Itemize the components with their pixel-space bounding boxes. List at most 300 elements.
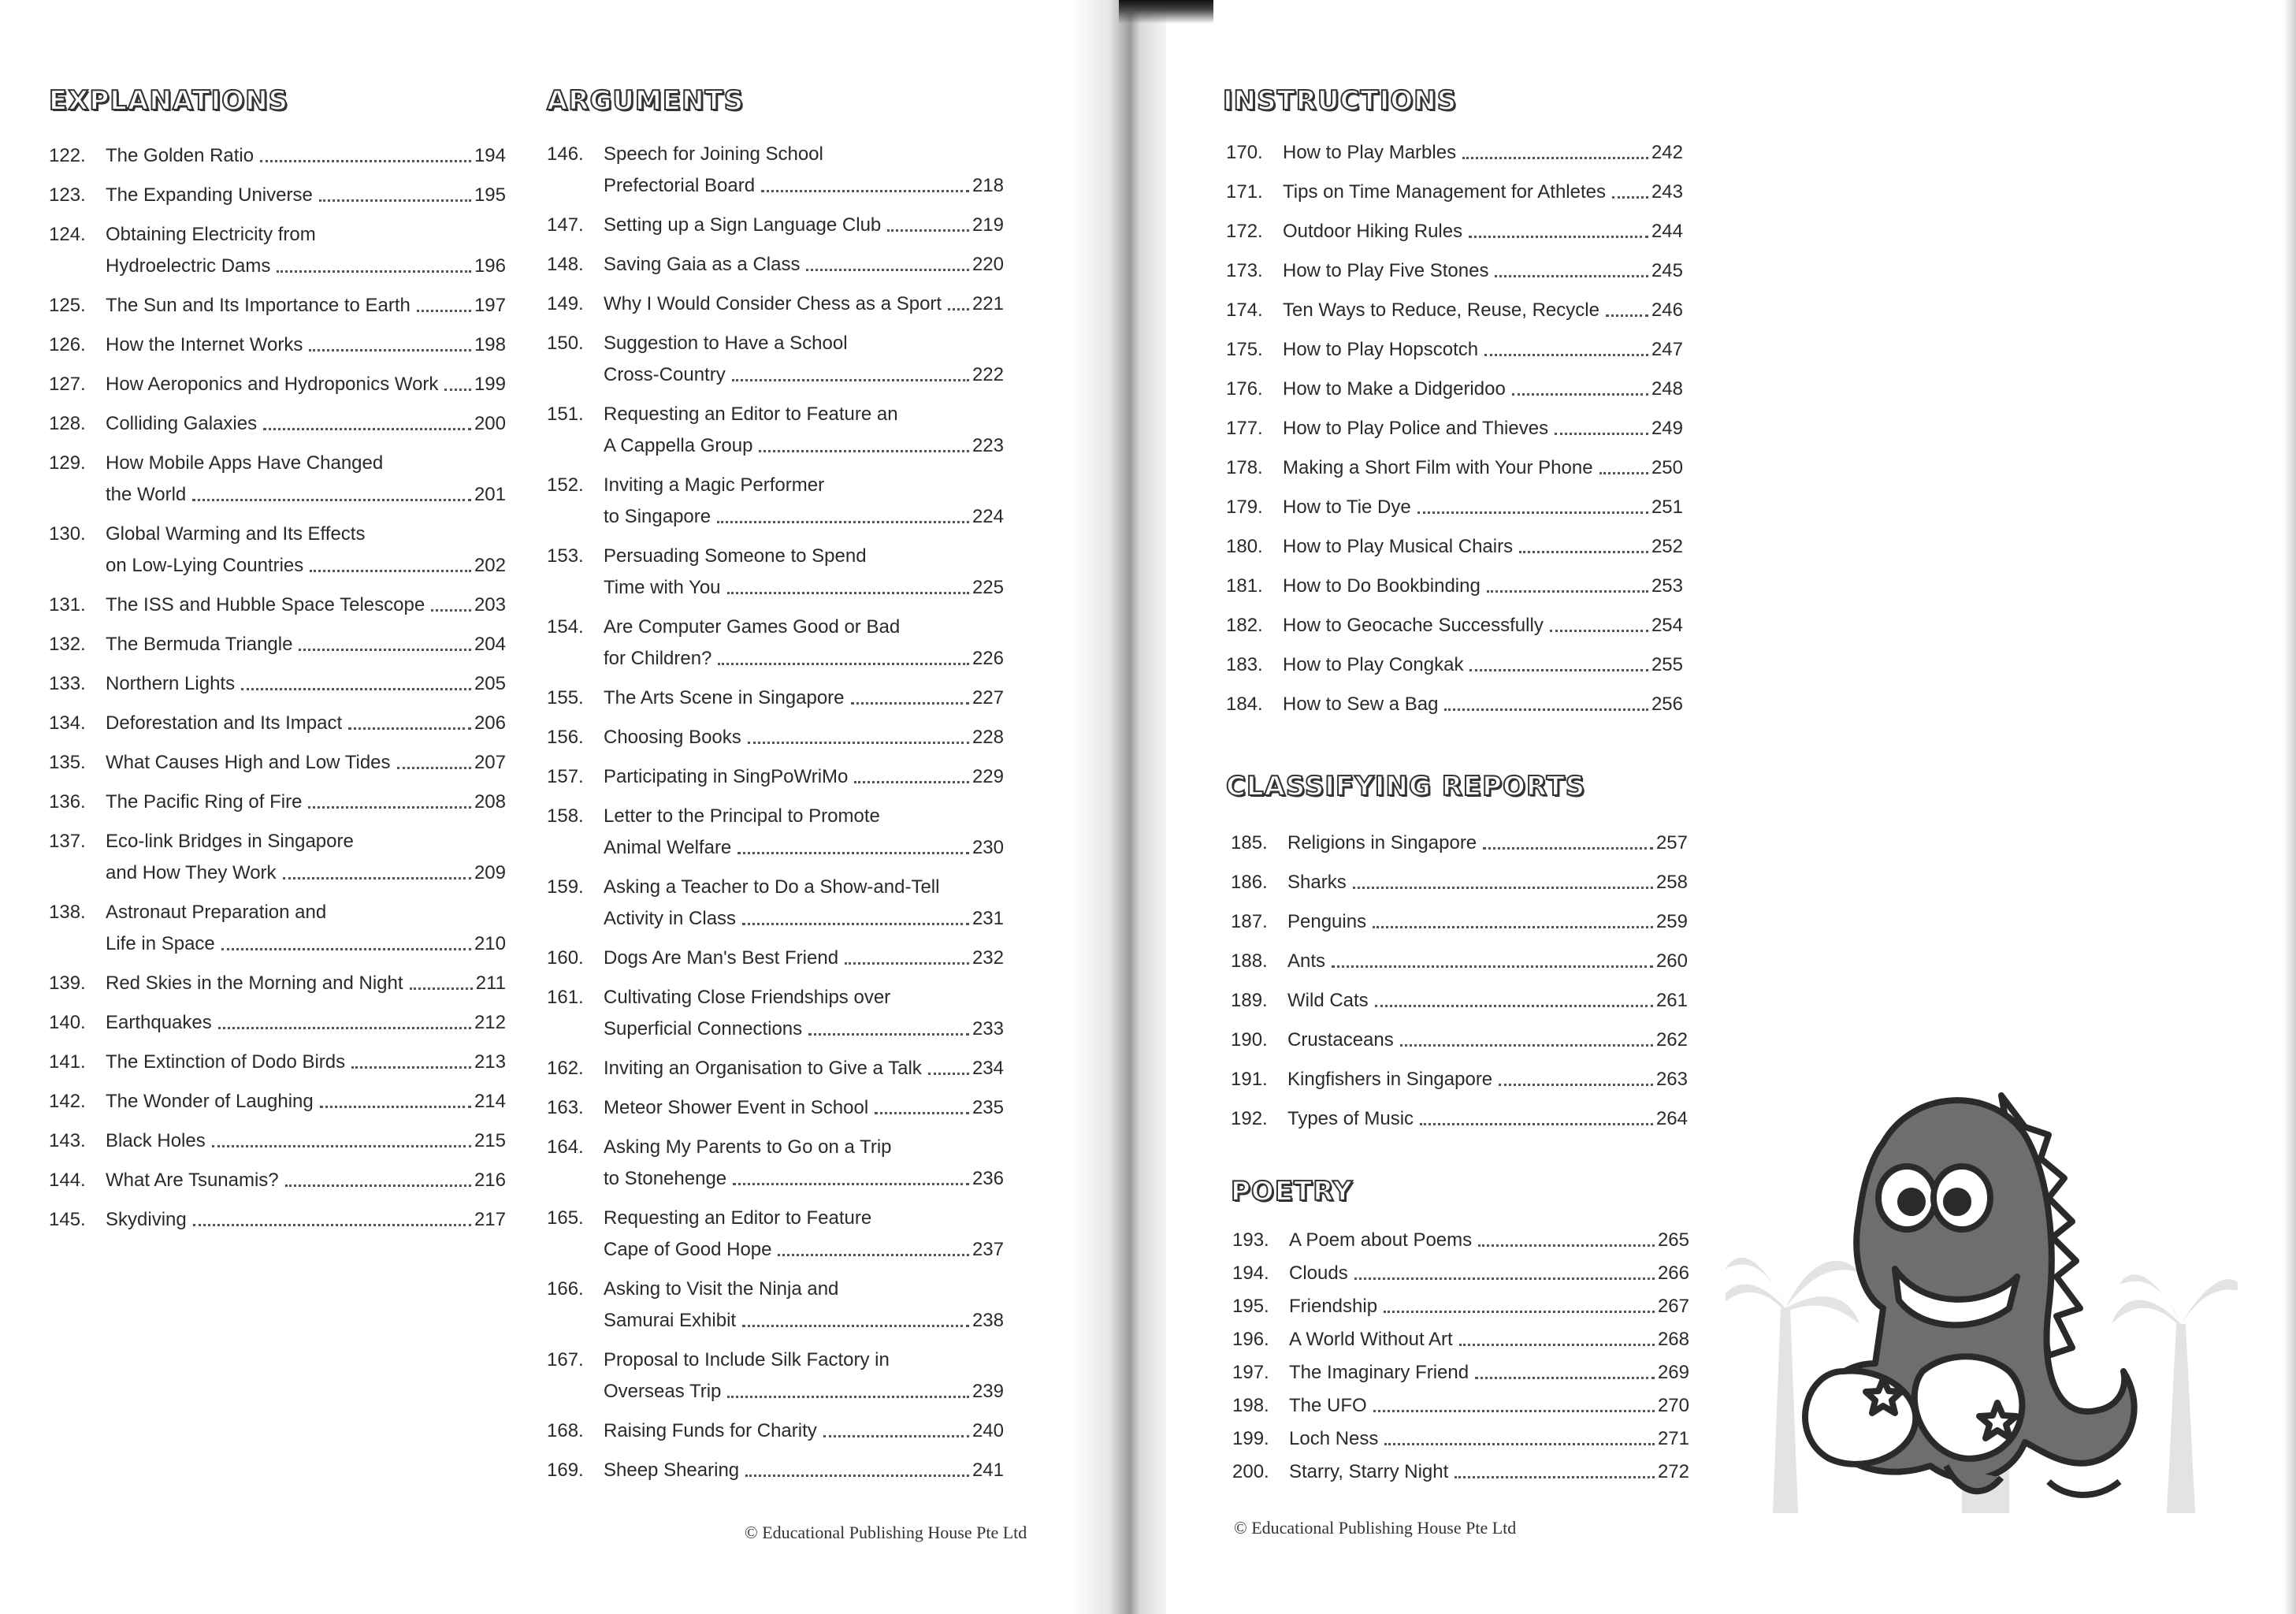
entry-title: Why I Would Consider Chess as a Sport [604,293,942,314]
entry-title: How to Play Hopscotch [1283,339,1479,360]
dot-leader [733,1163,969,1185]
entry-number: 159. [547,876,584,898]
entry-title: Samurai Exhibit [604,1310,737,1331]
dot-leader [444,369,471,391]
entry-number: 168. [547,1420,584,1441]
entry-number: 200. [1232,1461,1269,1482]
entry-number: 140. [49,1012,86,1033]
dot-leader [948,288,969,311]
entry-title: The Imaginary Friend [1289,1362,1469,1383]
entry-page-number: 223 [972,435,1004,456]
entry-page-number: 254 [1651,615,1683,636]
dot-leader [277,251,471,273]
entry-page-number: 238 [972,1310,1004,1331]
entry-page-number: 255 [1651,654,1683,675]
entry-number: 158. [547,805,584,827]
entry-title: The UFO [1289,1395,1367,1416]
entry-number: 125. [49,295,86,316]
entry-page-number: 237 [972,1239,1004,1260]
dot-leader [241,668,471,690]
entry-title: Outdoor Hiking Rules [1283,221,1463,242]
heading-explanations: EXPLANATIONS [49,85,289,117]
dot-leader [218,1007,471,1029]
entry-title: Friendship [1289,1296,1378,1317]
entry-number: 138. [49,902,86,923]
dot-leader [1400,1025,1653,1047]
entry-page-number: 222 [972,364,1004,385]
entry-number: 196. [1232,1329,1269,1350]
dot-leader [283,857,471,880]
entry-title: How Mobile Apps Have Changed [106,452,384,474]
entry-number: 146. [547,143,584,165]
entry-number: 190. [1231,1029,1268,1051]
entry-number: 167. [547,1349,584,1370]
entry-page-number: 249 [1651,418,1683,439]
entry-number: 124. [49,224,86,245]
dot-leader [1332,946,1653,968]
entry-title: Making a Short Film with Your Phone [1283,457,1593,478]
entry-number: 131. [49,594,86,615]
entry-page-number: 246 [1651,299,1683,321]
entry-title: Cultivating Close Friendships over [604,987,891,1008]
dot-leader [1384,1423,1655,1445]
dot-leader [299,629,470,651]
entry-title: A Poem about Poems [1289,1229,1473,1251]
entry-number: 157. [547,766,584,787]
entry-title: Hydroelectric Dams [106,255,271,277]
entry-title: Letter to the Principal to Promote [604,805,880,827]
entry-number: 133. [49,673,86,694]
dot-leader [221,928,471,950]
entry-number: 193. [1232,1229,1269,1251]
entry-page-number: 225 [972,577,1004,598]
entry-number: 181. [1226,575,1263,597]
entry-title: How to Play Police and Thieves [1283,418,1549,439]
entry-number: 129. [49,452,86,474]
dot-leader [1606,295,1648,317]
entry-title: What Are Tsunamis? [106,1170,279,1191]
dot-leader [1612,177,1648,199]
entry-title: Ten Ways to Reduce, Reuse, Recycle [1283,299,1599,321]
entry-title: Cape of Good Hope [604,1239,772,1260]
entry-title: A World Without Art [1289,1329,1453,1350]
entry-title: Saving Gaia as a Class [604,254,801,275]
entry-title: Cross-Country [604,364,726,385]
entry-number: 126. [49,334,86,355]
entry-page-number: 197 [474,295,506,316]
entry-title: How the Internet Works [106,334,303,355]
entry-page-number: 230 [972,837,1004,858]
entry-title: and How They Work [106,862,277,883]
dot-leader [309,329,471,351]
entry-page-number: 231 [972,908,1004,929]
entry-title: Types of Music [1287,1108,1414,1129]
dot-leader [310,550,471,572]
entry-title: Penguins [1287,911,1367,932]
entry-title: Global Warming and Its Effects [106,523,366,545]
entry-title: The ISS and Hubble Space Telescope [106,594,425,615]
dot-leader [1353,867,1653,889]
entry-number: 154. [547,616,584,638]
dot-leader [808,1013,969,1036]
entry-number: 199. [1232,1428,1269,1449]
entry-number: 160. [547,947,584,969]
entry-number: 139. [49,972,86,994]
dot-leader [1475,1357,1655,1379]
entry-page-number: 242 [1651,142,1683,163]
entry-page-number: 195 [474,184,506,206]
dot-leader [1417,492,1648,514]
entry-number: 177. [1226,418,1263,439]
entry-title: Eco-link Bridges in Singapore [106,831,354,852]
entry-number: 151. [547,404,584,425]
entry-title: Sharks [1287,872,1347,893]
dinosaur-mascot-illustration [1726,1072,2238,1513]
entry-number: 176. [1226,378,1263,400]
entry-number: 148. [547,254,584,275]
dot-leader [1469,649,1648,671]
dot-leader [717,501,969,523]
entry-title: Activity in Class [604,908,737,929]
entry-title: the World [106,484,187,505]
entry-page-number: 239 [972,1381,1004,1402]
entry-page-number: 243 [1651,181,1683,203]
entry-title: How to Make a Didgeridoo [1283,378,1506,400]
entry-page-number: 218 [972,175,1004,196]
heading-poetry: POETRY [1231,1176,1354,1207]
entry-number: 145. [49,1209,86,1230]
entry-number: 185. [1231,832,1268,853]
dot-leader [1483,827,1653,850]
entry-page-number: 265 [1657,1229,1689,1251]
dot-leader [308,787,471,809]
dot-leader [1484,334,1648,356]
entry-title: The Arts Scene in Singapore [604,687,845,708]
entry-title: The Wonder of Laughing [106,1091,314,1112]
dot-leader [1599,452,1648,474]
dot-leader [1373,906,1653,928]
book-binding-edge [1119,0,1213,24]
entry-page-number: 241 [972,1460,1004,1481]
entry-number: 172. [1226,221,1263,242]
dot-leader [431,589,471,612]
entry-page-number: 202 [474,555,506,576]
entry-title: The Golden Ratio [106,145,254,166]
entry-number: 179. [1226,496,1263,518]
dot-leader [1512,374,1648,396]
dot-leader [928,1053,969,1075]
entry-number: 195. [1232,1296,1269,1317]
entry-number: 186. [1231,872,1268,893]
entry-page-number: 251 [1651,496,1683,518]
dot-leader [263,408,471,430]
entry-page-number: 253 [1651,575,1683,597]
entry-title: The Bermuda Triangle [106,634,293,655]
dot-leader [1384,1291,1655,1313]
entry-number: 152. [547,474,584,496]
entry-title: The Extinction of Dodo Birds [106,1051,346,1073]
entry-number: 171. [1226,181,1263,203]
entry-title: Starry, Starry Night [1289,1461,1449,1482]
entry-page-number: 272 [1657,1461,1689,1482]
dot-leader [1499,1064,1653,1086]
entry-title: Wild Cats [1287,990,1369,1011]
dot-leader [397,747,471,769]
entry-page-number: 203 [474,594,506,615]
dot-leader [742,1305,969,1327]
entry-title: Crustaceans [1287,1029,1394,1051]
entry-title: Proposal to Include Silk Factory in [604,1349,890,1370]
entry-title: Raising Funds for Charity [604,1420,817,1441]
entry-page-number: 209 [474,862,506,883]
entry-page-number: 271 [1657,1428,1689,1449]
dot-leader [348,708,471,730]
entry-title: Asking to Visit the Ninja and [604,1278,839,1300]
entry-title: Setting up a Sign Language Club [604,214,882,236]
dot-leader [1420,1103,1653,1125]
entry-page-number: 250 [1651,457,1683,478]
entry-title: Ants [1287,950,1326,972]
entry-number: 132. [49,634,86,655]
entry-title: Dogs Are Man's Best Friend [604,947,839,969]
entry-number: 161. [547,987,584,1008]
entry-title: for Children? [604,648,712,669]
book-gutter-shadow [1072,0,1166,1614]
entry-title: How Aeroponics and Hydroponics Work [106,374,439,395]
heading-arguments: ARGUMENTS [547,85,745,117]
entry-title: Asking My Parents to Go on a Trip [604,1136,892,1158]
entry-title: Animal Welfare [604,837,732,858]
entry-page-number: 217 [474,1209,506,1230]
entry-number: 149. [547,293,584,314]
dot-leader [887,210,969,232]
entry-number: 136. [49,791,86,813]
entry-number: 183. [1226,654,1263,675]
entry-number: 163. [547,1097,584,1118]
copyright-footer-left: © Educational Publishing House Pte Ltd [745,1523,1027,1542]
dot-leader [761,170,969,192]
dot-leader [212,1125,471,1147]
entry-title: Life in Space [106,933,215,954]
page-edge-shadow [2283,0,2296,1614]
entry-number: 191. [1231,1069,1268,1090]
entry-page-number: 256 [1651,694,1683,715]
dot-leader [1375,985,1653,1007]
entry-page-number: 221 [972,293,1004,314]
entry-page-number: 224 [972,506,1004,527]
entry-title: Are Computer Games Good or Bad [604,616,901,638]
dot-leader [732,359,969,381]
entry-page-number: 235 [972,1097,1004,1118]
entry-page-number: 270 [1657,1395,1689,1416]
dot-leader [410,968,473,990]
entry-page-number: 229 [972,766,1004,787]
dot-leader [1444,689,1648,711]
dot-leader [823,1415,969,1437]
entry-page-number: 262 [1655,1029,1688,1051]
entry-title: Astronaut Preparation and [106,902,327,923]
copyright-footer-right: © Educational Publishing House Pte Ltd [1234,1518,1517,1538]
dinosaur-icon [1805,1095,2134,1495]
entry-number: 197. [1232,1362,1269,1383]
entry-title: Clouds [1289,1263,1348,1284]
entry-title: to Singapore [604,506,711,527]
dot-leader [193,1204,471,1226]
entry-page-number: 263 [1655,1069,1688,1090]
dot-leader [1354,1258,1655,1280]
entry-page-number: 205 [474,673,506,694]
entry-page-number: 252 [1651,536,1683,557]
entry-page-number: 201 [474,484,506,505]
entry-title: How to Do Bookbinding [1283,575,1481,597]
entry-title: A Cappella Group [604,435,753,456]
dot-leader [285,1165,471,1187]
dot-leader [1487,571,1648,593]
entry-page-number: 257 [1655,832,1688,853]
entry-number: 175. [1226,339,1263,360]
entry-page-number: 269 [1657,1362,1689,1383]
entry-title: Northern Lights [106,673,236,694]
entry-title: Inviting a Magic Performer [604,474,825,496]
entry-page-number: 236 [972,1168,1004,1189]
entry-number: 130. [49,523,86,545]
entry-number: 173. [1226,260,1263,281]
entry-page-number: 214 [474,1091,506,1112]
entry-title: Black Holes [106,1130,206,1151]
entry-number: 180. [1226,536,1263,557]
dot-leader [851,682,969,705]
entry-number: 164. [547,1136,584,1158]
entry-title: How to Geocache Successfully [1283,615,1544,636]
entry-number: 192. [1231,1108,1268,1129]
entry-title: How to Tie Dye [1283,496,1411,518]
entry-page-number: 213 [474,1051,506,1073]
entry-title: Persuading Someone to Spend [604,545,867,567]
dot-leader [745,1455,969,1477]
entry-number: 188. [1231,950,1268,972]
entry-page-number: 220 [972,254,1004,275]
entry-page-number: 228 [972,727,1004,748]
dot-leader [737,832,969,854]
entry-title: Tips on Time Management for Athletes [1283,181,1606,203]
entry-page-number: 216 [474,1170,506,1191]
entry-page-number: 259 [1655,911,1688,932]
entry-page-number: 210 [474,933,506,954]
dot-leader [854,761,969,783]
entry-number: 141. [49,1051,86,1073]
entry-title: Obtaining Electricity from [106,224,316,245]
entry-title: How to Play Five Stones [1283,260,1489,281]
entry-number: 143. [49,1130,86,1151]
entry-number: 144. [49,1170,86,1191]
entry-title: to Stonehenge [604,1168,727,1189]
entry-title: Overseas Trip [604,1381,722,1402]
entry-page-number: 204 [474,634,506,655]
entry-title: Loch Ness [1289,1428,1379,1449]
entry-title: Speech for Joining School [604,143,823,165]
entry-title: Asking a Teacher to Do a Show-and-Tell [604,876,940,898]
entry-title: Earthquakes [106,1012,212,1033]
entry-page-number: 199 [474,374,506,395]
entry-page-number: 198 [474,334,506,355]
dot-leader [806,249,968,271]
dot-leader [727,1376,969,1398]
entry-number: 162. [547,1058,584,1079]
entry-page-number: 206 [474,712,506,734]
entry-number: 170. [1226,142,1263,163]
dot-leader [1519,531,1648,553]
dot-leader [727,572,969,594]
entry-page-number: 219 [972,214,1004,236]
entry-page-number: 244 [1651,221,1683,242]
entry-title: Religions in Singapore [1287,832,1477,853]
entry-number: 137. [49,831,86,852]
entry-number: 127. [49,374,86,395]
entry-title: Red Skies in the Morning and Night [106,972,403,994]
entry-number: 182. [1226,615,1263,636]
dot-leader [1373,1390,1655,1412]
entry-title: Skydiving [106,1209,187,1230]
entry-title: Suggestion to Have a School [604,333,848,354]
dot-leader [260,140,471,162]
entry-page-number: 211 [475,972,506,994]
entry-page-number: 248 [1651,378,1683,400]
entry-title: How to Play Congkak [1283,654,1464,675]
entry-number: 150. [547,333,584,354]
dot-leader [192,479,471,501]
entry-number: 142. [49,1091,86,1112]
entry-title: Sheep Shearing [604,1460,740,1481]
entry-title: Participating in SingPoWriMo [604,766,849,787]
entry-page-number: 196 [474,255,506,277]
entry-number: 166. [547,1278,584,1300]
entry-page-number: 227 [972,687,1004,708]
entry-number: 122. [49,145,86,166]
entry-page-number: 233 [972,1018,1004,1039]
entry-number: 147. [547,214,584,236]
dot-leader [1550,610,1648,632]
dot-leader [875,1092,969,1114]
entry-title: Choosing Books [604,727,741,748]
dot-leader [748,722,969,744]
heading-classifying-reports: CLASSIFYING REPORTS [1226,771,1586,802]
entry-number: 128. [49,413,86,434]
entry-page-number: 261 [1655,990,1688,1011]
entry-page-number: 200 [474,413,506,434]
entry-number: 165. [547,1207,584,1229]
entry-number: 189. [1231,990,1268,1011]
entry-page-number: 240 [972,1420,1004,1441]
entry-title: How to Play Musical Chairs [1283,536,1514,557]
heading-instructions: INSTRUCTIONS [1223,85,1458,117]
entry-title: Inviting an Organisation to Give a Talk [604,1058,922,1079]
dot-leader [742,903,969,925]
entry-page-number: 234 [972,1058,1004,1079]
entry-number: 155. [547,687,584,708]
entry-title: The Pacific Ring of Fire [106,791,303,813]
entry-page-number: 268 [1657,1329,1689,1350]
dot-leader [1478,1225,1655,1247]
dot-leader [1462,137,1648,159]
entry-page-number: 247 [1651,339,1683,360]
entry-page-number: 207 [474,752,506,773]
entry-page-number: 215 [474,1130,506,1151]
entry-title: on Low-Lying Countries [106,555,304,576]
entry-page-number: 232 [972,947,1004,969]
dot-leader [1455,1456,1655,1478]
entry-page-number: 245 [1651,260,1683,281]
dot-leader [1459,1324,1655,1346]
